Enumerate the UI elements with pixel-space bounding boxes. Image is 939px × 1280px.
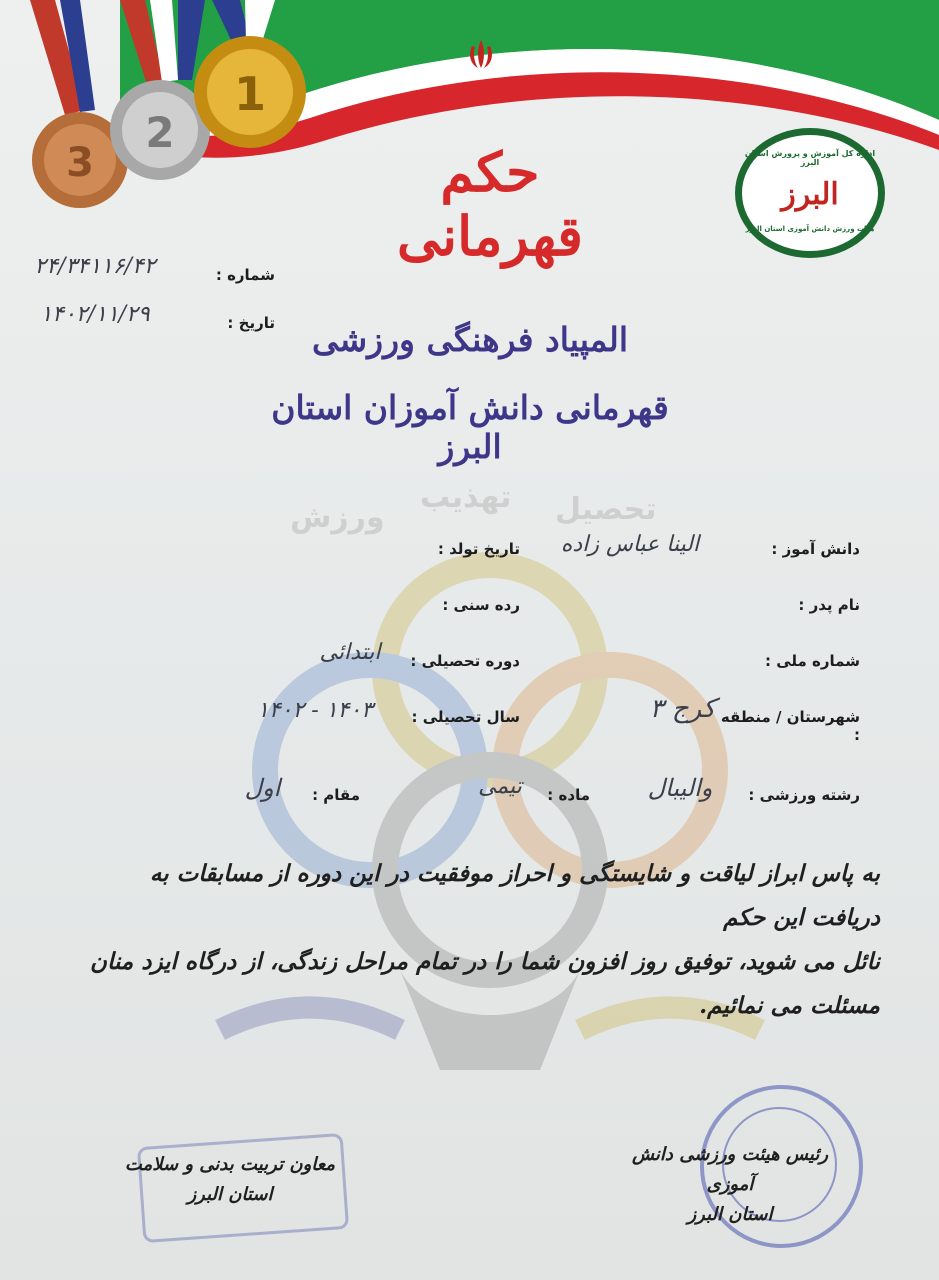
left-signature-block	[110, 1150, 350, 1210]
school-year-value: ۱۴۰۳ - ۱۴۰۲	[257, 698, 373, 723]
education-level-value: ابتدائی	[319, 640, 381, 665]
award-statement-line1: به پاس ابراز لیاقت و شایستگی و احراز موفقیت در این دوره از مسابقات به دریافت این حکم	[149, 860, 880, 931]
father-name-label: نام پدر :	[798, 596, 860, 614]
city-region-value: کرج ۳	[649, 694, 716, 724]
right-signature-line2: استان البرز	[687, 1204, 773, 1225]
svg-text:3: 3	[66, 140, 94, 186]
event-value: تیمی	[478, 774, 522, 799]
watermark-word-3: ورزش	[290, 500, 385, 535]
certificate-title: حکم قهرمانی	[397, 140, 583, 268]
school-year-label: سال تحصیلی :	[411, 708, 520, 726]
left-signature-line2: استان البرز	[187, 1184, 273, 1205]
student-value: الینا عباس زاده	[560, 532, 700, 557]
logo-bottom-text: هیات ورزش دانش آموزی استان البرز	[745, 225, 875, 233]
right-signature-line1: رئیس هیئت ورزشی دانش آموزی	[631, 1144, 829, 1195]
award-statement	[80, 852, 880, 1028]
age-group-label: رده سنی :	[442, 596, 520, 614]
alborz-sports-logo	[735, 128, 885, 258]
gold-medal-icon	[194, 36, 306, 148]
sport-field-value: والیبال	[647, 774, 713, 802]
watermark-word-2: تهذیب	[420, 480, 512, 515]
watermark-word-1: تحصیل	[555, 492, 657, 527]
svg-text:2: 2	[145, 108, 175, 157]
logo-center-text: البرز	[781, 177, 839, 212]
birth-date-label: تاریخ تولد :	[437, 540, 520, 558]
number-value: ۲۴/۳۴۱۱۶/۴۲	[34, 254, 156, 279]
date-label: تاریخ :	[227, 314, 275, 332]
rank-value: اول	[244, 774, 281, 802]
city-region-label: شهرستان / منطقه :	[720, 708, 860, 744]
subtitle-line1: المپیاد فرهنگی ورزشی	[312, 320, 628, 359]
sport-field-label: رشته ورزشی :	[748, 786, 860, 804]
medals-group	[0, 0, 320, 220]
date-value: ۱۴۰۲/۱۱/۲۹	[40, 302, 150, 327]
student-label: دانش آموز :	[771, 540, 860, 558]
education-level-label: دوره تحصیلی :	[410, 652, 520, 670]
award-statement-line2: نائل می شوید، توفیق روز افزون شما را در تمام مراحل زندگی، از درگاه ایزد منان مسئلت می نمائیم.	[90, 948, 880, 1019]
iran-emblem-icon	[466, 38, 496, 70]
subtitle-line2: قهرمانی دانش آموزان استان البرز	[271, 388, 669, 466]
rank-label: مقام :	[312, 786, 360, 804]
svg-text:1: 1	[233, 67, 267, 121]
national-id-label: شماره ملی :	[765, 652, 860, 670]
event-label: ماده :	[547, 786, 590, 804]
right-signature-block	[610, 1140, 850, 1230]
number-label: شماره :	[215, 266, 275, 284]
logo-top-text: اداره کل آموزش و پرورش استان البرز	[744, 149, 876, 167]
left-signature-line1: معاون تربیت بدنی و سلامت	[124, 1154, 336, 1175]
